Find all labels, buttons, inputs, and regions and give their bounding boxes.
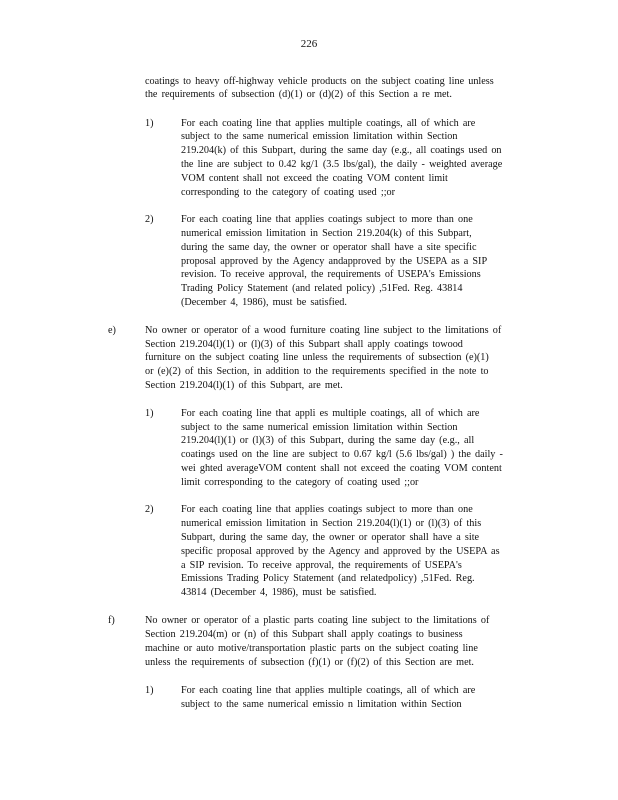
section-e-label: e) xyxy=(108,325,116,336)
item-d1-line-5: VOM content shall not exceed the coating VOM content limit xyxy=(181,173,448,184)
item-e2-line-7: 43814 (December 4, 1986), must be satisfied. xyxy=(181,587,377,598)
item-e2-line-6: Emissions Trading Policy Statement (and relatedpolicy) ,51Fed. Reg. xyxy=(181,573,475,584)
item-d2-line-3: during the same day, the owner or operator shall have a site specific xyxy=(181,242,477,253)
section-e-line-4: or (e)(2) of this Section, in addition to the requirements specified in the note to xyxy=(145,366,489,377)
item-e2-line-1: For each coating line that applies coatings subject to more than one xyxy=(181,504,473,515)
item-e1-line-5: wei ghted averageVOM content shall not exceed the coating VOM content xyxy=(181,463,502,474)
intro-line-1: coatings to heavy off-highway vehicle products on the subject coating line unless xyxy=(145,76,494,87)
item-f1-line-2: subject to the same numerical emissio n limitation within Section xyxy=(181,699,462,710)
item-d2-line-6: Trading Policy Statement (and related policy) ,51Fed. Reg. 43814 xyxy=(181,283,463,294)
item-d1-line-6: corresponding to the category of coating used ;;or xyxy=(181,187,396,198)
item-e2-label: 2) xyxy=(145,504,154,515)
intro-line-2: the requirements of subsection (d)(1) or (d)(2) of this Section a re met. xyxy=(145,89,452,100)
item-d1-line-4: the line are subject to 0.42 kg/1 (3.5 lbs/gal), the daily - weighted average xyxy=(181,159,503,170)
item-e1-label: 1) xyxy=(145,408,154,419)
item-e1-line-4: coatings used on the line are subject to 0.67 kg/l (5.6 lbs/gal) ) the daily - xyxy=(181,449,503,460)
section-e-line-1: No owner or operator of a wood furniture coating line subject to the limitations of xyxy=(145,325,502,336)
item-e2-line-2: numerical emission limitation in Section 219.204(l)(1) or (l)(3) of this xyxy=(181,518,482,529)
page-number: 226 xyxy=(300,38,318,50)
item-d1-line-3: 219.204(k) of this Subpart, during the same day (e.g., all coatings used on xyxy=(181,145,502,156)
item-d1-line-2: subject to the same numerical emission limitation within Section xyxy=(181,131,458,142)
item-d2-label: 2) xyxy=(145,214,154,225)
section-f-label: f) xyxy=(108,615,115,626)
item-e1-line-3: 219.204(l)(1) or (l)(3) of this Subpart, during the same day (e.g., all xyxy=(181,435,475,446)
item-e1-line-6: limit corresponding to the category of coating used ;;or xyxy=(181,477,419,488)
section-f-line-2: Section 219.204(m) or (n) of this Subpart shall apply coatings to business xyxy=(145,629,463,640)
item-d2-line-1: For each coating line that applies coatings subject to more than one xyxy=(181,214,473,225)
item-d1-label: 1) xyxy=(145,118,154,129)
item-f1-label: 1) xyxy=(145,685,154,696)
item-d2-line-5: revision. To receive approval, the requirements of USEPA's Emissions xyxy=(181,269,481,280)
item-e2-line-3: Subpart, during the same day, the owner or operator shall have a site xyxy=(181,532,480,543)
section-f-line-4: unless the requirements of subsection (f)(1) or (f)(2) of this Section are met. xyxy=(145,657,474,668)
item-d2-line-4: proposal approved by the Agency andapproved by the USEPA as a SIP xyxy=(181,256,488,267)
section-f-line-1: No owner or operator of a plastic parts coating line subject to the limitations of xyxy=(145,615,490,626)
item-f1-line-1: For each coating line that applies multiple coatings, all of which are xyxy=(181,685,476,696)
item-d2-line-2: numerical emission limitation in Section 219.204(k) of this Subpart, xyxy=(181,228,472,239)
item-e2-line-5: a SIP revision. To receive approval, the requirements of USEPA's xyxy=(181,560,462,571)
item-d2-line-7: (December 4, 1986), must be satisfied. xyxy=(181,297,347,308)
item-e1-line-2: subject to the same numerical emission limitation within Section xyxy=(181,422,458,433)
section-e-line-5: Section 219.204(l)(1) of this Subpart, are met. xyxy=(145,380,343,391)
section-e-line-3: furniture on the subject coating line unless the requirements of subsection (e)(1) xyxy=(145,352,489,363)
section-f-line-3: machine or auto motive/transportation plastic parts on the subject coating line xyxy=(145,643,478,654)
item-e2-line-4: specific proposal approved by the Agency and approved by the USEPA as xyxy=(181,546,500,557)
section-e-line-2: Section 219.204(l)(1) or (l)(3) of this Subpart shall apply coatings towood xyxy=(145,339,463,350)
item-d1-line-1: For each coating line that applies multiple coatings, all of which are xyxy=(181,118,476,129)
item-e1-line-1: For each coating line that appli es multiple coatings, all of which are xyxy=(181,408,480,419)
